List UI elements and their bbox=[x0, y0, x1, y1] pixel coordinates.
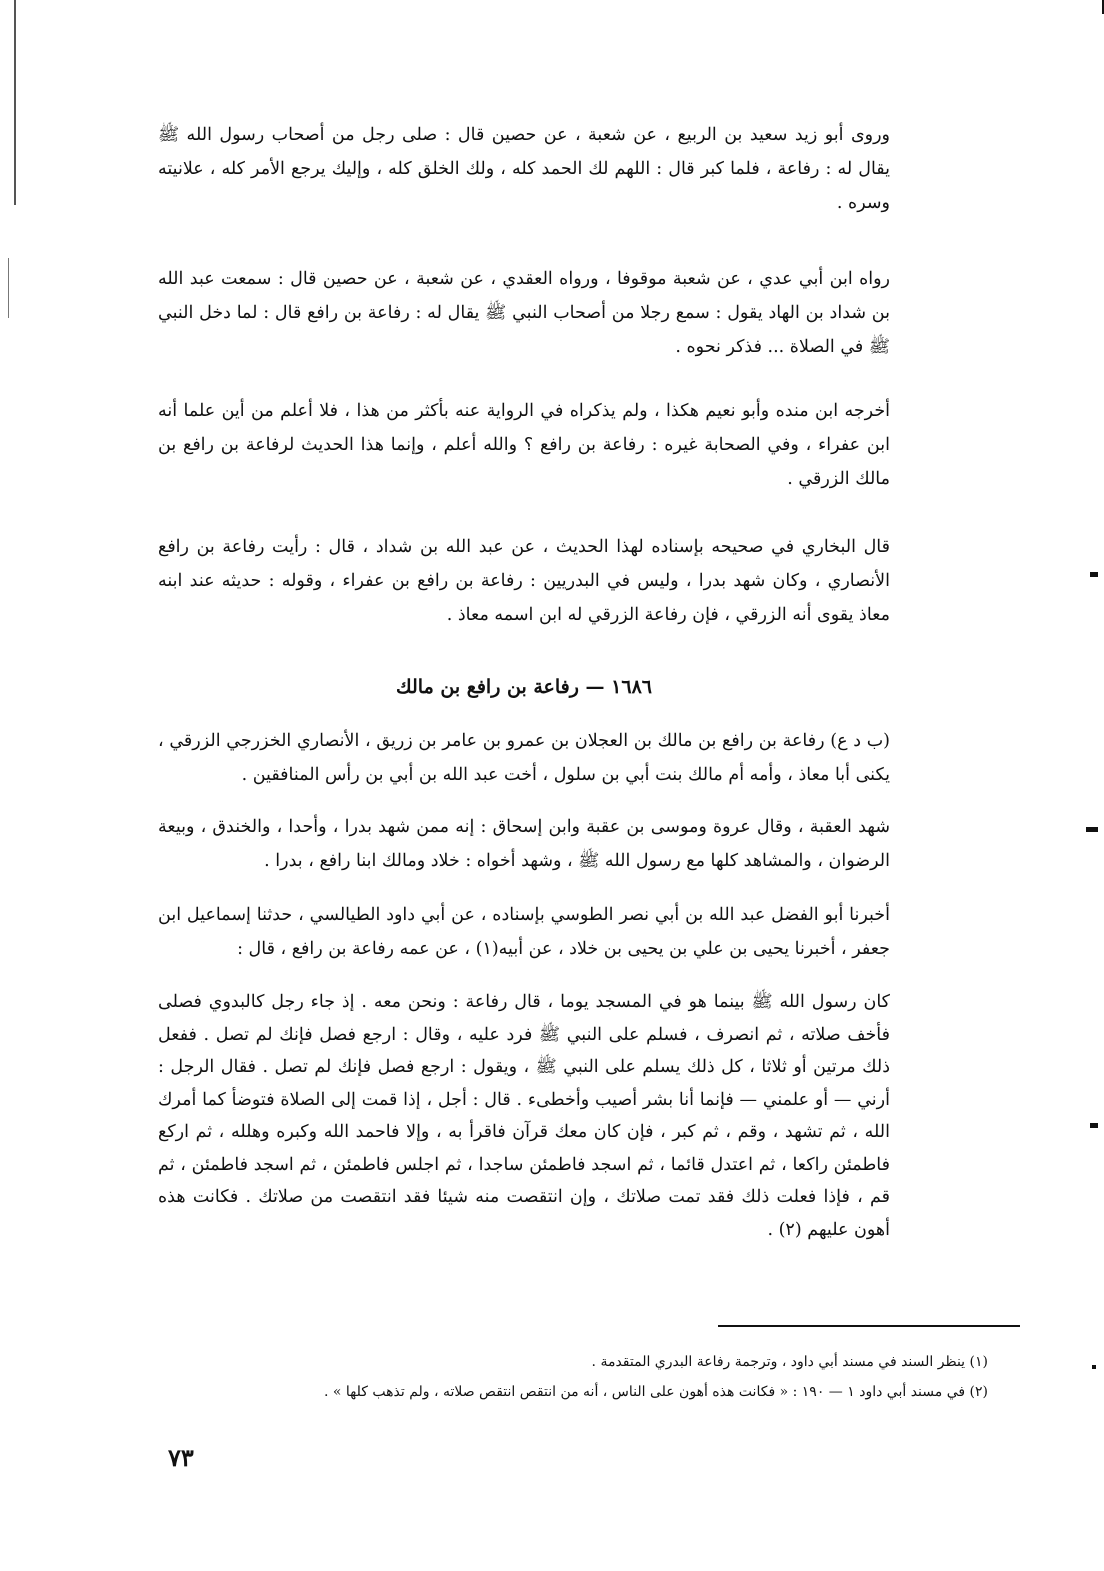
page-number: ٧٣ bbox=[168, 1443, 194, 1472]
scan-mark bbox=[1086, 827, 1098, 832]
entry-paragraph-4: كان رسول الله ﷺ بينما هو في المسجد يوما ، قال رفاعة : ونحن معه . إذ جاء رجل كالبدوي فصلى فأخف صلاته ، ثم انصرف ، فسلم على النبي ﷺ فرد عليه ، وقال : ارجع فصل فإنك لم تصل . ففعل ذلك مرتين أو ثلاثا ، كل ذلك يسلم على النبي ﷺ ، ويقول : ارجع فصل فإنك لم تصل . فقال الرجل : أرني — أو علمني — فإنما أنا بشر أصيب وأخطىء . قال : أجل ، إذا قمت إلى الصلاة فتوضأ كما أمرك الله ، ثم تشهد ، وقم ، ثم كبر ، فإن كان معك قرآن فاقرأ به ، وإلا فاحمد الله وكبره وهلله ، ثم اركع فاطمئن راكعا ، ثم اعتدل قائما ، ثم اسجد فاطمئن ساجدا ، ثم اجلس فاطمئن ، ثم اسجد فاطمئن ، ثم قم ، فإذا فعلت ذلك فقد تمت صلاتك ، وإن انتقصت منه شيئا فقد انتقصت من صلاتك . فكانت هذه أهون عليهم (٢) . bbox=[158, 992, 890, 1240]
paragraph-2: رواه ابن أبي عدي ، عن شعبة موقوفا ، ورواه العقدي ، عن شعبة ، عن حصين قال : سمعت عبد الله بن شداد بن الهاد يقول : سمع رجلا من أصحاب النبي ﷺ يقال له : رفاعة بن رافع قال : لما دخل النبي ﷺ في الصلاة ... فذكر نحوه . bbox=[158, 269, 890, 357]
footnote-1: (١) ينظر السند في مسند أبي داود ، وترجمة رفاعة البدري المتقدمة . bbox=[591, 1354, 988, 1370]
entry-paragraph-3: أخبرنا أبو الفضل عبد الله بن أبي نصر الطوسي بإسناده ، عن أبي داود الطيالسي ، حدثنا إسماعيل ابن جعفر ، أخبرنا يحيى بن علي بن يحيى بن خلاد ، عن أبيه(١) ، عن عمه رفاعة بن رافع ، قال : bbox=[158, 905, 890, 959]
entry-paragraph-2: شهد العقبة ، وقال عروة وموسى بن عقبة وابن إسحاق : إنه ممن شهد بدرا ، وأحدا ، والخندق ، وبيعة الرضوان ، والمشاهد كلها مع رسول الله ﷺ ، وشهد أخواه : خلاد ومالك ابنا رافع ، بدرا . bbox=[158, 817, 890, 871]
entry-paragraph-1: (ب د ع) رفاعة بن رافع بن مالك بن العجلان بن عمرو بن عامر بن زريق ، الأنصاري الخزرجي الزرقي ، يكنى أبا معاذ ، وأمه أم مالك بنت أبي بن سلول ، أخت عبد الله بن أبي بن رأس المنافقين . bbox=[158, 731, 890, 785]
paragraph-4: قال البخاري في صحيحه بإسناده لهذا الحديث ، عن عبد الله بن شداد ، قال : رأيت رفاعة بن رافع الأنصاري ، وكان شهد بدرا ، وليس في البدريين : رفاعة بن رافع بن عفراء ، وقوله : حديثه عند ابنه معاذ يقوى أنه الزرقي ، فإن رفاعة الزرقي له ابن اسمه معاذ . bbox=[158, 537, 890, 625]
scan-edge-line bbox=[14, 0, 16, 205]
scan-mark bbox=[1090, 572, 1098, 577]
footnote-separator bbox=[718, 1325, 1020, 1327]
scan-edge-line bbox=[8, 258, 9, 318]
footnote-2: (٢) في مسند أبي داود ١ — ١٩٠ : « فكانت هذه أهون على الناس ، أنه من انتقص انتقص صلاته ، ولم تذهب كلها » . bbox=[323, 1384, 988, 1400]
paragraph-1: وروى أبو زيد سعيد بن الربيع ، عن شعبة ، عن حصين قال : صلى رجل من أصحاب رسول الله ﷺ يقال له : رفاعة ، فلما كبر قال : اللهم لك الحمد كله ، ولك الخلق كله ، وإليك يرجع الأمر كله ، علانيته وسره . bbox=[158, 125, 890, 213]
scan-mark bbox=[1092, 1365, 1096, 1369]
entry-heading: ١٦٨٦ — رفاعة بن رافع بن مالك bbox=[395, 676, 652, 698]
scan-mark bbox=[1090, 1123, 1098, 1128]
paragraph-3: أخرجه ابن منده وأبو نعيم هكذا ، ولم يذكراه في الرواية عنه بأكثر من هذا ، فلا أعلم من أين علما أنه ابن عفراء ، وفي الصحابة غيره : رفاعة بن رافع ؟ والله أعلم ، وإنما هذا الحديث لرفاعة بن رافع بن مالك الزرقي . bbox=[158, 401, 890, 489]
